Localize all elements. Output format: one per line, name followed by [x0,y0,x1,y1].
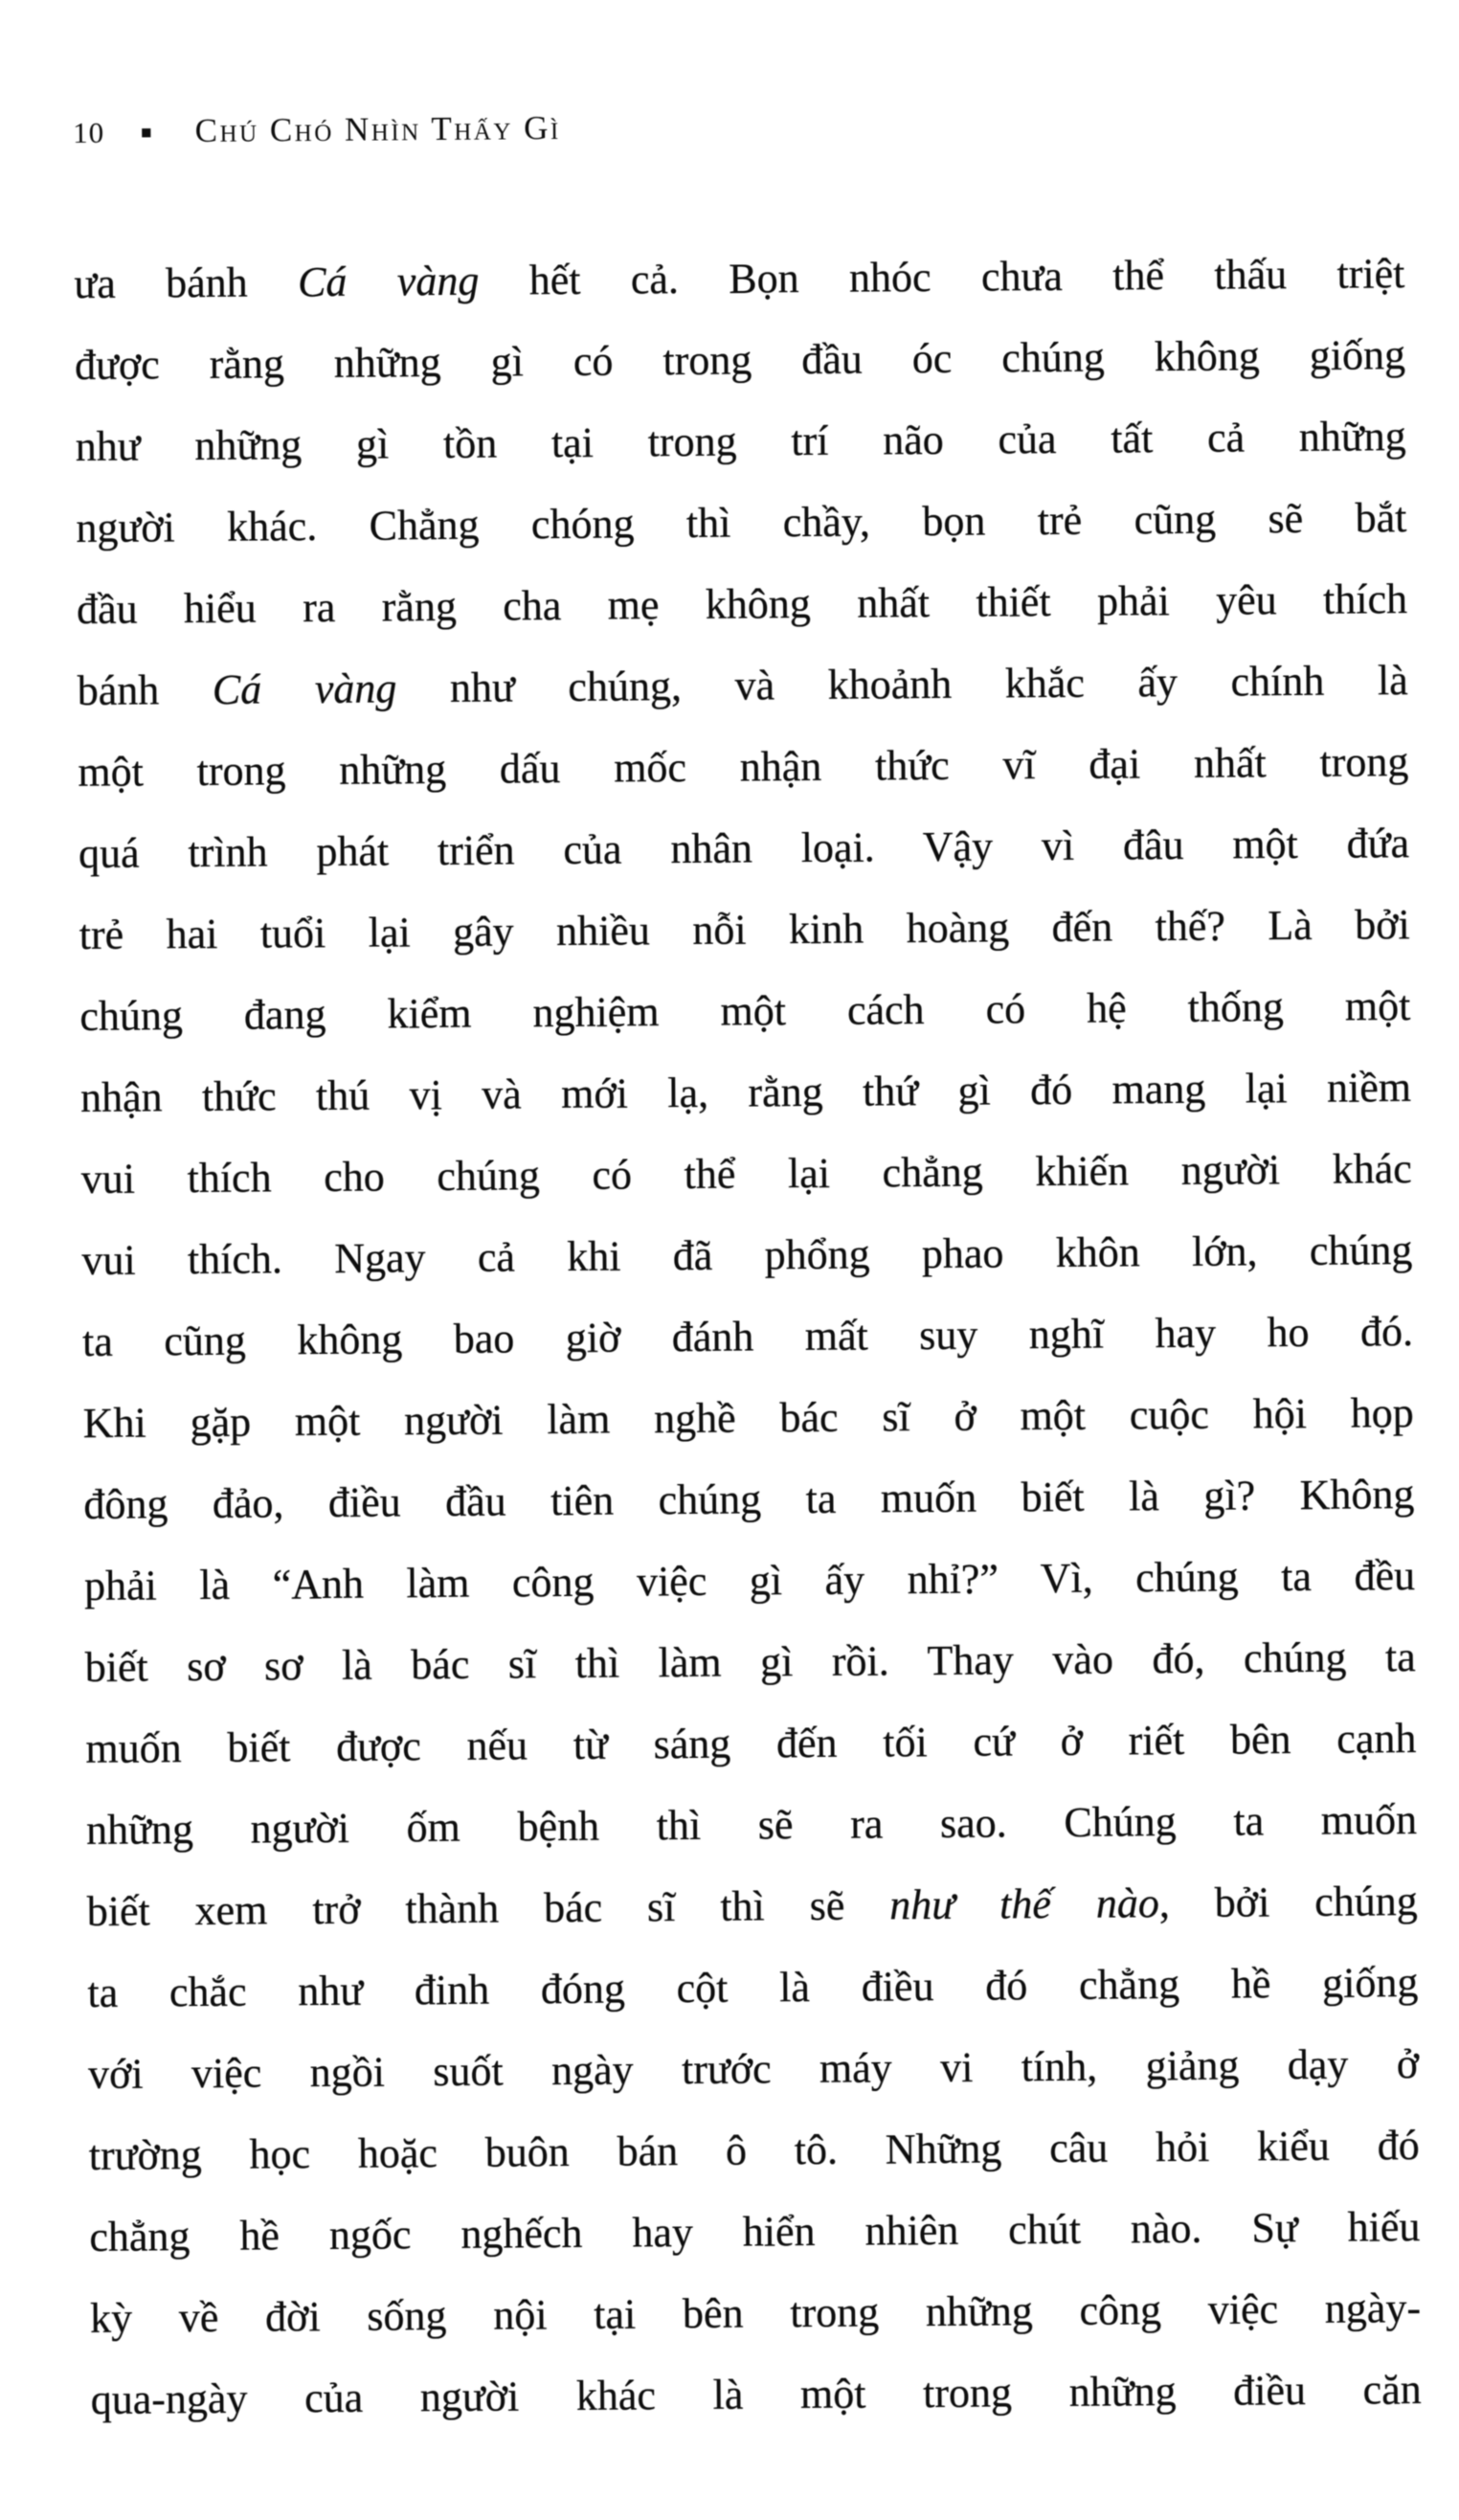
text-segment: như những gì tồn tại trong trí não của tất cả những [75,413,1406,470]
text-segment: vui thích. Ngay cả khi đã phổng phao khôn lớn, chúng [81,1226,1413,1284]
text-segment: người khác. Chẳng chóng thì chầy, bọn trẻ cũng sẽ bắt [76,494,1407,551]
text-segment: muốn biết được nếu từ sáng đến tối cứ ở riết bên cạnh [85,1715,1417,1772]
text-line [79,884,1410,976]
text-segment: phải là “Anh làm công việc gì ấy nhỉ?” Vì, chúng ta đều [83,1552,1416,1609]
text-line [82,1372,1414,1464]
text-segment: qua-ngày của người khác là một trong những điều căn [90,2366,1422,2423]
text-segment: vui thích cho chúng có thể lại chẳng khiến người khác [80,1145,1412,1203]
text-line [85,1698,1417,1789]
text-line [82,1291,1414,1383]
text-segment: hết cả. Bọn nhóc chưa thể thấu triệt [479,250,1405,304]
text-segment: , bởi chúng [1158,1878,1418,1927]
text-line [90,2349,1422,2441]
text-segment: biết sơ sơ là bác sĩ thì làm gì rồi. Thay vào đó, chúng ta [84,1633,1416,1691]
text-line [81,1209,1413,1301]
text-segment: được rằng những gì có trong đầu óc chúng không giống [74,331,1406,389]
running-header [73,102,1403,159]
text-segment: đầu hiểu ra rằng cha mẹ không nhất thiết phải yêu thích [76,575,1408,633]
text-line [84,1535,1416,1627]
text-line [87,1942,1419,2034]
text-line [86,1860,1418,1952]
text-line [74,233,1405,325]
text-segment: quá trình phát triển của nhân loại. Vậy vì đâu một đứa [78,820,1410,877]
text-segment: ưa bánh [74,259,299,307]
text-segment: như chúng, và khoảnh khắc ấy chính là [396,657,1408,712]
text-line [77,558,1408,650]
text-segment: nhận thức thú vị và mới lạ, rằng thứ gì đó mang lại niềm [79,1064,1412,1121]
italic-phrase: Cá vàng [212,664,397,713]
text-segment: chẳng hề ngốc nghếch hay hiển nhiên chút nào. Sự hiếu [89,2203,1421,2261]
text-line [76,477,1407,569]
text-segment: trường học hoặc buôn bán ô tô. Những câu hỏi kiểu đó [88,2122,1420,2179]
text-line [86,1779,1418,1871]
text-line [88,2104,1420,2196]
text-line [75,314,1406,406]
italic-phrase: như thế nào [889,1879,1160,1929]
text-line [84,1616,1416,1708]
scanned-text-area [73,102,1422,2441]
text-segment: những người ốm bệnh thì sẽ ra sao. Chúng ta muốn [85,1796,1418,1854]
text-segment: Khi gặp một người làm nghề bác sĩ ở một cuộc hội họp [82,1389,1414,1447]
square-bullet-icon: ■ [141,123,153,144]
body-text [74,233,1422,2441]
text-segment: chúng đang kiểm nghiệm một cách có hệ thống một [79,982,1411,1040]
text-line [75,395,1406,487]
text-line [90,2267,1422,2359]
text-line [78,721,1409,813]
text-segment: kỳ về đời sống nội tại bên trong những công việc ngày- [89,2284,1422,2342]
text-segment: đông đảo, điều đầu tiên chúng ta muốn biết là gì? Không [83,1471,1415,1528]
text-segment: một trong những dấu mốc nhận thức vĩ đại nhất trong [78,738,1409,796]
header-title: Chú Chó Nhìn Thấy Gì [194,108,561,149]
text-line [77,640,1408,731]
text-segment: ta chắc như đinh đóng cột là điều đó chẳng hề giống [87,1959,1419,2016]
text-line [79,965,1411,1057]
text-segment: biết xem trở thành bác sĩ thì sẽ [86,1881,890,1935]
text-line [89,2186,1421,2278]
text-segment: bánh [77,665,213,714]
text-line [80,1046,1412,1138]
text-segment: trẻ hai tuổi lại gây nhiều nỗi kinh hoàng đến thế? Là bởi [79,901,1410,958]
text-line [80,1128,1412,1220]
page-number: 10 [73,115,105,149]
text-segment: ta cũng không bao giờ đánh mất suy nghĩ hay ho đó. [81,1308,1414,1365]
text-segment: với việc ngồi suốt ngày trước máy vi tính, giảng dạy ở [87,2040,1420,2098]
italic-phrase: Cá vàng [297,257,480,306]
text-line [79,802,1410,894]
text-line [83,1453,1415,1545]
text-line [88,2023,1420,2115]
